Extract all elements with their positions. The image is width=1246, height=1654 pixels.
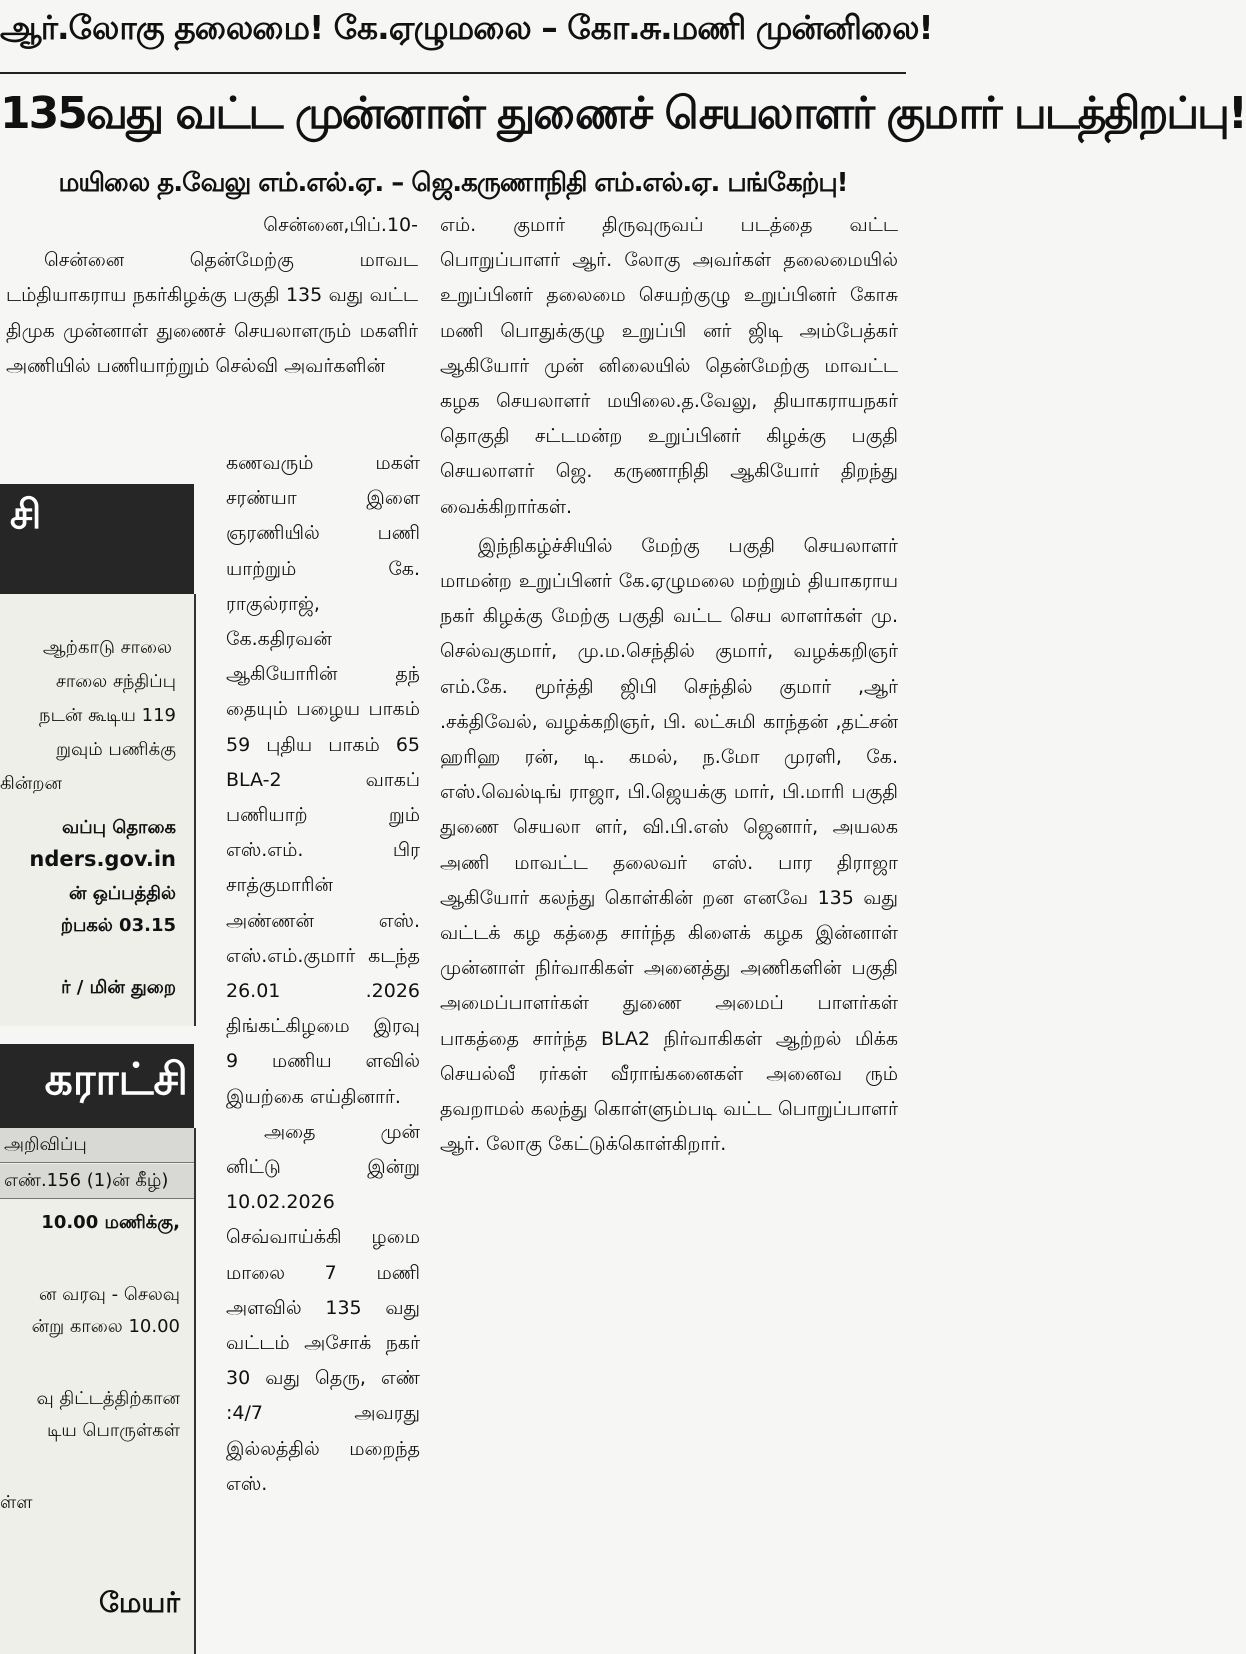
ad-bottom-line: ன வரவு - செலவு	[38, 1284, 180, 1305]
ad-top-url: nders.gov.in	[29, 847, 176, 871]
ad-top-line: வப்பு தொகை	[62, 817, 176, 838]
ad-top-line: றுவும் பணிக்கு	[55, 739, 176, 760]
ad-bottom-body	[0, 1128, 196, 1654]
ad-bottom-line: ள்ள	[0, 1492, 33, 1513]
ad-bottom-line: அறிவிப்பு	[4, 1134, 87, 1155]
article-paragraph: கணவரும் மகள் சரண்யா இளை ஞரணியில் பணி யாற்றும் கே. ராகுல்ராஜ், கே.கதிரவன் ஆகியோரின் தந் தையும் பழைய பாகம் 59 புதிய பாகம் 65 BLA-2 வாகப் பணியாற் றும் எஸ்.எம். பிர சாத்குமாரின் அண்ணன் எஸ். எஸ்.எம்.குமார் கடந்த 26.01 .2026 திங்கட்கிழமை இரவு 9 மணிய ளவில் இயற்கை எய்தினார்.	[226, 452, 420, 1108]
ad-bottom-header	[0, 1044, 194, 1128]
ad-top-title: சி	[10, 492, 42, 538]
ad-top-line: ர் / மின் துறை	[61, 977, 176, 998]
ad-top-header	[0, 484, 194, 594]
ad-top-line: நடன் கூடிய 119	[39, 705, 176, 726]
ad-bottom-title: கராட்சி	[44, 1054, 188, 1105]
article-paragraph: அதை முன் னிட்டு இன்று 10.02.2026 செவ்வாய்க்கி ழமை மாலை 7 மணி அளவில் 135 வது வட்டம் அசோக் நகர் 30 வது தெரு, எண் :4/7 அவரது இல்லத்தில் மறைந்த எஸ்.	[226, 1120, 420, 1495]
ad-top-line: ற்பகல் 03.15	[60, 915, 176, 936]
article-paragraph: இந்நிகழ்ச்சியில் மேற்கு பகுதி செயலாளர் மாமன்ற உறுப்பினர் கே.ஏழுமலை மற்றும் தியாகராய நகர் கிழக்கு மேற்கு பகுதி வட்ட செய லாளர்கள் மு. செல்வகுமார், மு.ம.செந்தில் குமார், வழக்கறிஞர் எம்.கே. மூர்த்தி ஜிபி செந்தில் குமார் ,ஆர் .சக்திவேல், வழக்கறிஞர், பி. லட்சுமி காந்தன் ,தட்சன் ஹரிஹ ரன், டி. கமல், ந.மோ முரளி, கே. எஸ்.வெல்டிங் ராஜா, பி.ஜெயக்கு மார், பி.மாரி பகுதி துணை செயலா ளர், வி.பி.எஸ் ஜெனார், அயலக அணி மாவட்ட தலைவர் எஸ். பார திராஜா ஆகியோர் கலந்து கொள்கின் றன எனவே 135 வது வட்டக் கழ கத்தை சார்ந்த கிளைக் கழக இன்னாள் முன்னாள் நிர்வாகிகள் அனைத்து அணிகளின் பகுதி அமைப்பாளர்கள் துணை அமைப் பாளர்கள் பாகத்தை சார்ந்த BLA2 நிர்வாகிகள் ஆற்றல் மிக்க செயல்வீ ரர்கள் வீராங்கனைகள் அனைவ ரும் தவறாமல் கலந்து கொள்ளும்படி வட்ட பொறுப்பாளர் ஆர். லோகு கேட்டுக்கொள்கிறார்.	[440, 534, 898, 1156]
ad-top-line: ன் ஒப்பத்தில்	[68, 883, 176, 904]
headline-sub: மயிலை த.வேலு எம்.எல்.ஏ. – ஜெ.கருணாநிதி எம்.எல்.ஏ. பங்கேற்பு!	[58, 168, 848, 198]
article-paragraph: சென்னை தென்மேற்கு மாவட டம்தியாகராய நகர்கிழக்கு பகுதி 135 வது வட்ட திமுக முன்னாள் துணைச் செயலாளரும் மகளிர் அணியில் பணியாற்றும் செல்வி அவர்களின்	[6, 249, 418, 377]
ad-bottom-line: டிய பொருள்கள்	[47, 1420, 180, 1441]
ad-bottom-line: ன்று காலை 10.00	[31, 1316, 180, 1337]
ad-bottom-signature: மேயர்	[98, 1586, 180, 1619]
headline-kicker: ஆர்.லோகு தலைமை! கே.ஏழுமலை – கோ.சு.மணி முன்னிலை!	[0, 8, 933, 47]
ad-top-body	[0, 594, 196, 1026]
article-paragraph: எம். குமார் திருவுருவப் படத்தை வட்ட பொறுப்பாளர் ஆர். லோகு அவர்கள் தலைமையில் உறுப்பினர் தலைமை செயற்குழு உறுப்பினர் கோசு மணி பொதுக்குழு உறுப்பி னர் ஜிடி அம்பேத்கர் ஆகியோர் முன் னிலையில் தென்மேற்கு மாவட்ட கழக செயலாளர் மயிலை.த.வேலு, தியாகராயநகர் தொகுதி சட்டமன்ற உறுப்பினர் கிழக்கு பகுதி செயலாளர் ஜெ. கருணாநிதி ஆகியோர் திறந்து வைக்கிறார்கள்.	[440, 214, 898, 518]
headline-main: 135வது வட்ட முன்னாள் துணைச் செயலாளர் குமார் படத்திறப்பு!	[0, 88, 1246, 139]
divider	[0, 72, 906, 74]
ad-top-line: ஆற்காடு சாலை	[42, 637, 172, 658]
ad-top-line: சாலை சந்திப்பு	[55, 671, 176, 692]
ad-bottom-line: 10.00 மணிக்கு,	[41, 1212, 180, 1233]
article-column-middle	[226, 446, 420, 1502]
article-column-right	[440, 208, 898, 1162]
dateline: சென்னை,பிப்.10-	[263, 214, 418, 236]
article-intro	[0, 208, 418, 384]
ad-bottom-line: வு திட்டத்திற்கான	[36, 1388, 180, 1409]
ad-bottom-line: எண்.156 (1)ன் கீழ்)	[4, 1170, 169, 1191]
ad-top-line: கின்றன	[0, 773, 62, 794]
